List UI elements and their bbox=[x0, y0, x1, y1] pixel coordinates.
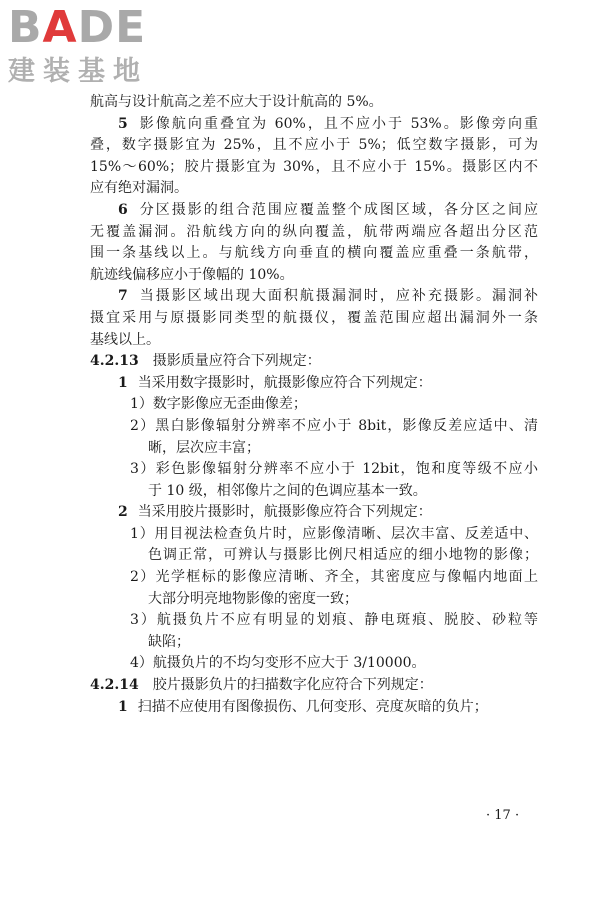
text-line: 应有绝对漏洞。 bbox=[90, 180, 188, 197]
text-line: 航迹线偏移应小于像幅的 10%。 bbox=[90, 266, 294, 283]
text-line: 摄宜采用与原摄影同类型的航摄仪，覆盖范围应超出漏洞外一条 bbox=[90, 309, 538, 326]
list-item: 3）航摄负片不应有明显的划痕、静电斑痕、脱胶、砂粒等 bbox=[130, 612, 538, 629]
text-line: 叠，数字摄影宜为 25%，且不应小于 5%；低空数字摄影，可为 bbox=[90, 137, 538, 154]
text-line: 基线以上。 bbox=[90, 331, 160, 348]
text-line: 色调正常，可辨认与摄影比例尺相适应的细小地物的影像； bbox=[148, 547, 538, 564]
list-item: 1）数字影像应无歪曲像差； bbox=[130, 396, 307, 413]
clause-heading: 4.2.13 摄影质量应符合下列规定： bbox=[90, 353, 321, 370]
logo-wordmark: BADE bbox=[8, 2, 147, 53]
text-line: 无覆盖漏洞。沿航线方向的纵向覆盖，航带两端应各超出分区范 bbox=[90, 223, 538, 240]
list-item: 2）光学框标的影像应清晰、齐全，其密度应与像幅内地面上 bbox=[130, 569, 538, 586]
text-line: 1 扫描不应使用有图像损伤、几何变形、亮度灰暗的负片； bbox=[118, 698, 488, 715]
bade-logo bbox=[8, 4, 180, 92]
text-line: 航高与设计航高之差不应大于设计航高的 5%。 bbox=[90, 94, 383, 110]
clause-heading: 4.2.14 胶片摄影负片的扫描数字化应符合下列规定： bbox=[90, 677, 433, 694]
text-line: 围一条基线以上。与航线方向垂直的横向覆盖应重叠一条航带， bbox=[90, 245, 538, 262]
document-body bbox=[90, 92, 538, 718]
text-line: 15%～60%；胶片摄影宜为 30%，且不应小于 15%。摄影区内不 bbox=[90, 158, 538, 175]
text-line: 5 影像航向重叠宜为 60%，且不应小于 53%。影像旁向重 bbox=[118, 115, 538, 132]
list-item: 4）航摄负片的不均匀变形不应大于 3/10000。 bbox=[130, 655, 426, 672]
logo-subtitle: 建装基地 bbox=[8, 56, 148, 87]
text-line: 大部分明亮地物影像的密度一致； bbox=[148, 590, 358, 607]
text-line: 于 10 级，相邻像片之间的色调应基本一致。 bbox=[148, 482, 427, 499]
text-line: 7 当摄影区域出现大面积航摄漏洞时，应补充摄影。漏洞补 bbox=[118, 288, 538, 305]
text-line: 6 分区摄影的组合范围应覆盖整个成图区域，各分区之间应 bbox=[118, 201, 538, 218]
text-line: 1 当采用数字摄影时，航摄影像应符合下列规定： bbox=[118, 374, 432, 391]
page-number: · 17 · bbox=[486, 808, 520, 823]
list-item: 1）用目视法检查负片时，应影像清晰、层次丰富、反差适中、 bbox=[130, 525, 538, 542]
list-item: 3）彩色影像辐射分辨率不应小于 12bit，饱和度等级不应小 bbox=[130, 461, 538, 478]
text-line: 2 当采用胶片摄影时，航摄影像应符合下列规定： bbox=[118, 504, 432, 521]
text-line: 缺陷； bbox=[148, 633, 190, 650]
list-item: 2）黑白影像辐射分辨率不应小于 8bit，影像反差应适中、清 bbox=[130, 417, 538, 434]
text-line: 晰，层次应丰富； bbox=[148, 439, 260, 456]
